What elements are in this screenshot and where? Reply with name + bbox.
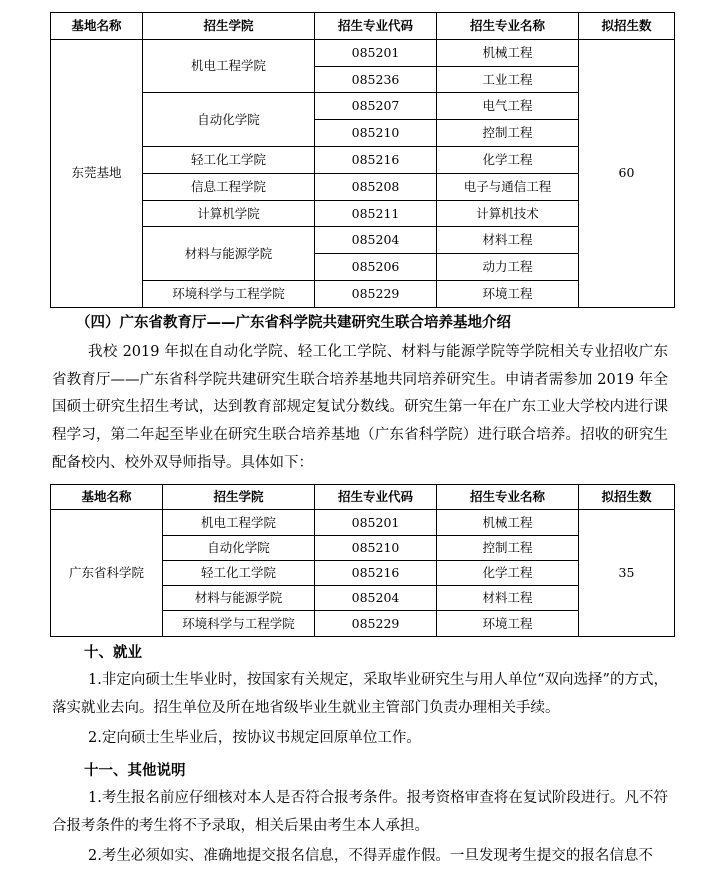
section-4-heading: （四）广东省教育厅——广东省科学院共建研究生联合培养基地介绍 bbox=[76, 315, 511, 331]
college-cell: 材料与能源学院 bbox=[143, 227, 315, 281]
major-code-cell: 085201 bbox=[315, 39, 437, 66]
other-note-item-1: 1.考生报名前应仔细核对本人是否符合报考条件。报考资格审查将在复试阶段进行。凡不符合报考条件的考生将不予录取，相关后果由考生本人承担。 bbox=[52, 790, 668, 834]
major-name-cell: 控制工程 bbox=[437, 120, 579, 147]
header-quota: 拟招生数 bbox=[579, 13, 675, 40]
major-name-cell: 工业工程 bbox=[437, 66, 579, 93]
major-name-cell: 动力工程 bbox=[437, 254, 579, 281]
major-code-cell: 085229 bbox=[315, 611, 437, 636]
college-cell: 环境科学与工程学院 bbox=[143, 280, 315, 307]
college-cell: 环境科学与工程学院 bbox=[163, 611, 315, 636]
major-code-cell: 085210 bbox=[315, 120, 437, 147]
college-cell: 机电工程学院 bbox=[163, 510, 315, 535]
quota-cell: 60 bbox=[579, 39, 675, 307]
college-cell: 自动化学院 bbox=[143, 93, 315, 147]
major-name-cell: 化学工程 bbox=[437, 146, 579, 173]
major-code-cell: 085206 bbox=[315, 254, 437, 281]
major-name-cell: 材料工程 bbox=[437, 227, 579, 254]
major-name-cell: 机械工程 bbox=[437, 39, 579, 66]
table-header-row bbox=[51, 485, 675, 510]
header-college: 招生学院 bbox=[143, 13, 315, 40]
college-cell: 机电工程学院 bbox=[143, 39, 315, 93]
section-10-heading: 十、就业 bbox=[84, 645, 142, 661]
major-code-cell: 085210 bbox=[315, 535, 437, 560]
base-name-cell: 广东省科学院 bbox=[51, 510, 163, 636]
major-name-cell: 环境工程 bbox=[437, 280, 579, 307]
header-quota: 拟招生数 bbox=[579, 485, 675, 510]
major-code-cell: 085216 bbox=[315, 146, 437, 173]
major-code-cell: 085201 bbox=[315, 510, 437, 535]
major-name-cell: 电子与通信工程 bbox=[437, 173, 579, 200]
college-cell: 信息工程学院 bbox=[143, 173, 315, 200]
major-name-cell: 计算机技术 bbox=[437, 200, 579, 227]
major-code-cell: 085236 bbox=[315, 66, 437, 93]
major-code-cell: 085208 bbox=[315, 173, 437, 200]
header-base-name: 基地名称 bbox=[51, 13, 143, 40]
major-name-cell: 环境工程 bbox=[437, 611, 579, 636]
header-major-code: 招生专业代码 bbox=[315, 485, 437, 510]
dongguan-base-table bbox=[50, 12, 675, 308]
table-header-row bbox=[51, 13, 675, 40]
base-name-cell: 东莞基地 bbox=[51, 39, 143, 307]
section-4-paragraph: 我校 2019 年拟在自动化学院、轻工化工学院、材料与能源学院等学院相关专业招收广东省教育厅——广东省科学院共建研究生联合培养基地共同培养研究生。申请者需参加 2019 年全国硕士研究生招生考试，达到教育部规定复试分数线。研究生第一年在广东工业大学校内进行课程学习，第二年起至毕业在研究生联合培养基地（广东省科学院）进行联合培养。招收的研究生配备校内、校外双导师指导。具体如下： bbox=[52, 344, 668, 471]
college-cell: 自动化学院 bbox=[163, 535, 315, 560]
college-cell: 材料与能源学院 bbox=[163, 586, 315, 611]
college-cell: 轻工化工学院 bbox=[143, 146, 315, 173]
major-code-cell: 085207 bbox=[315, 93, 437, 120]
table-row bbox=[51, 39, 675, 66]
guangdong-academy-base-table bbox=[50, 484, 675, 637]
major-code-cell: 085204 bbox=[315, 586, 437, 611]
header-major-code: 招生专业代码 bbox=[315, 13, 437, 40]
major-name-cell: 机械工程 bbox=[437, 510, 579, 535]
major-code-cell: 085211 bbox=[315, 200, 437, 227]
table-row bbox=[51, 510, 675, 535]
header-base-name: 基地名称 bbox=[51, 485, 163, 510]
major-code-cell: 085204 bbox=[315, 227, 437, 254]
quota-cell: 35 bbox=[579, 510, 675, 636]
major-name-cell: 材料工程 bbox=[437, 586, 579, 611]
other-note-item-2: 2.考生必须如实、准确地提交报名信息，不得弄虚作假。一旦发现考生提交的报名信息不 bbox=[88, 848, 653, 864]
major-name-cell: 控制工程 bbox=[437, 535, 579, 560]
section-11-heading: 十一、其他说明 bbox=[84, 763, 186, 779]
major-code-cell: 085229 bbox=[315, 280, 437, 307]
header-college: 招生学院 bbox=[163, 485, 315, 510]
college-cell: 轻工化工学院 bbox=[163, 560, 315, 585]
employment-item-1: 1.非定向硕士生毕业时，按国家有关规定，采取毕业研究生与用人单位“双向选择”的方式，落实就业去向。招生单位及所在地省级毕业生就业主管部门负责办理相关手续。 bbox=[52, 672, 668, 716]
header-major-name: 招生专业名称 bbox=[437, 13, 579, 40]
college-cell: 计算机学院 bbox=[143, 200, 315, 227]
employment-item-2: 2.定向硕士生毕业后，按协议书规定回原单位工作。 bbox=[88, 730, 421, 746]
major-name-cell: 电气工程 bbox=[437, 93, 579, 120]
header-major-name: 招生专业名称 bbox=[437, 485, 579, 510]
major-code-cell: 085216 bbox=[315, 560, 437, 585]
major-name-cell: 化学工程 bbox=[437, 560, 579, 585]
